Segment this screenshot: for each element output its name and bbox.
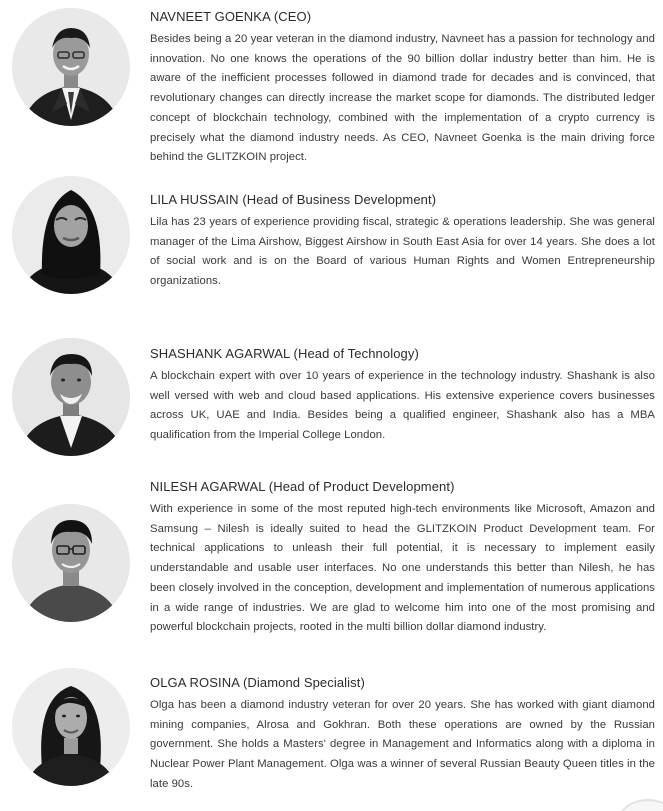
scroll-to-top-button[interactable]: [619, 799, 663, 811]
name-text: SHASHANK AGARWAL: [150, 346, 290, 361]
member-text: [150, 674, 655, 795]
member-bio: Olga has been a diamond industry veteran for over 20 years. She has worked with giant diamond mining companies, Alrosa and Gokhran. Both these operations are owned by the Russian government. She holds a Masters' degree in Management and Informatics along with a diploma in Nuclear Power Plant Management. Olga was a winner of several Russian Beauty Queen titles in the late 90s.: [150, 699, 655, 790]
member-text: [150, 345, 655, 446]
portrait-photo: [12, 504, 130, 622]
role-text: (Head of Technology): [293, 346, 419, 361]
avatar: [12, 176, 130, 294]
avatar: [12, 504, 130, 622]
role-text: (Diamond Specialist): [242, 675, 365, 690]
member-bio: A blockchain expert with over 10 years of experience in the technology industry. Shashank is also well versed with web and cloud based applications. His extensive experience covers businesses across UK, UAE and India. Besides being a qualified engineer, Shashank also has a MBA qualification from the Imperial College London.: [150, 370, 655, 442]
portrait-photo: [12, 338, 130, 456]
role-text: (CEO): [273, 9, 312, 24]
member-name: [150, 8, 655, 26]
member-name: [150, 674, 655, 692]
name-text: LILA HUSSAIN: [150, 192, 239, 207]
member-name: [150, 478, 655, 496]
avatar: [12, 8, 130, 126]
member-bio: Lila has 23 years of experience providing fiscal, strategic & operations leadership. She was general manager of the Lima Airshow, Biggest Airshow in South East Asia for over 14 years. She does a lot of social work and is on the Board of various Human Rights and Women Entrepreneurship organizations.: [150, 216, 655, 288]
member-text: [150, 191, 655, 292]
member-bio: Besides being a 20 year veteran in the diamond industry, Navneet has a passion for technology and innovation. No one knows the operations of the 90 billion dollar industry better than him. He is aware of the inefficient processes followed in diamond trade for decades and is convinced, that revolutionary changes can directly increase the market scope for diamonds. The distributed ledger concept of blockchain technology, combined with the implementation of a crypto currency is precisely what the diamond industry needs. As CEO, Navneet Goenka is the main driving force behind the GLITZKOIN project.: [150, 33, 655, 164]
avatar: [12, 338, 130, 456]
role-text: (Head of Product Development): [268, 479, 455, 494]
member-text: [150, 8, 655, 168]
avatar: [12, 668, 130, 786]
portrait-photo: [12, 668, 130, 786]
portrait-photo: [12, 8, 130, 126]
member-name: [150, 345, 655, 363]
member-name: [150, 191, 655, 209]
member-bio: With experience in some of the most reputed high-tech environments like Microsoft, Amazon and Samsung – Nilesh is ideally suited to head the GLITZKOIN Product Development team. For technical applications to unleash their full potential, it is necessary to implement easily understandable and usable user interfaces. No one understands this better than Nilesh, he has been closely involved in the conception, development and implementation of numerous applications in a wide range of industries. We are glad to welcome him into one of the most promising and powerful blockchain projects, rooted in the multi billion dollar diamond industry.: [150, 503, 655, 634]
role-text: (Head of Business Development): [242, 192, 437, 207]
name-text: NAVNEET GOENKA: [150, 9, 271, 24]
member-text: [150, 478, 655, 638]
name-text: NILESH AGARWAL: [150, 479, 266, 494]
portrait-photo: [12, 176, 130, 294]
name-text: OLGA ROSINA: [150, 675, 240, 690]
